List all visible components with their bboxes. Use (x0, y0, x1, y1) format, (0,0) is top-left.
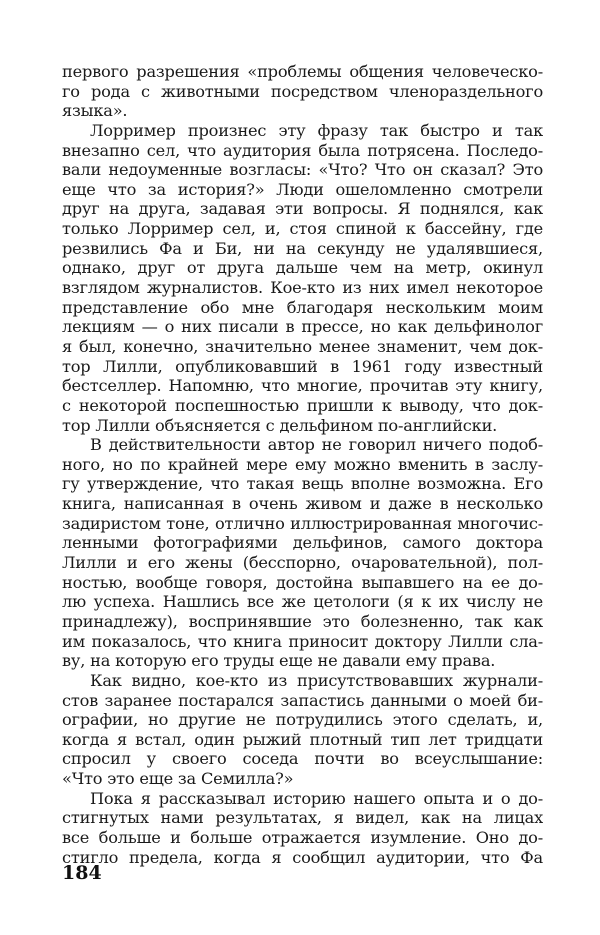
text-line: только Лорример сел, и, стоя спиной к бассейну, где (62, 219, 543, 239)
text-line: внезапно сел, что аудитория была потрясена. Последо- (62, 140, 543, 160)
text-line: им показалось, что книга приносит доктору Лилли сла- (62, 631, 543, 651)
paragraph (62, 789, 543, 868)
text-line: го рода с животными посредством членораздельного (62, 81, 543, 101)
paragraph (62, 62, 543, 121)
text-line: однако, друг от друга дальше чем на метр, окинул (62, 258, 543, 278)
paragraph (62, 121, 543, 435)
paragraph (62, 435, 543, 671)
text-line: задиристом тоне, отлично иллюстрированная многочис- (62, 513, 543, 533)
text-line: стов заранее постарался запастись данными о моей би- (62, 690, 543, 710)
text-line: Лорример произнес эту фразу так быстро и так (90, 120, 543, 140)
text-line: Как видно, кое-кто из присутствовавших журнали- (90, 670, 543, 690)
text-line: стигло предела, когда я сообщил аудитории, что Фа (62, 847, 543, 867)
text-line: спросил у своего соседа почти во всеуслышание: (62, 749, 543, 769)
text-line: гу утверждение, что такая вещь вполне возможна. Его (62, 474, 543, 494)
text-line: ву, на которую его труды еще не давали ему права. (62, 651, 496, 671)
text-line: книга, написанная в очень живом и даже в несколько (62, 494, 543, 514)
text-line: вали недоуменные возгласы: «Что? Что он сказал? Это (62, 160, 543, 180)
text-line: я был, конечно, значительно менее знаменит, чем док- (62, 336, 543, 356)
text-line: ностью, вообще говоря, достойна выпавшего на ее до- (62, 572, 543, 592)
text-line: стигнутых нами результатах, я видел, как на лицах (62, 808, 543, 828)
text-line: первого разрешения «проблемы общения человеческо- (62, 62, 543, 81)
text-line: Лилли и его жены (бесспорно, очаровательной), пол- (62, 553, 543, 573)
text-line: лекциям — о них писали в прессе, но как дельфинолог (62, 317, 543, 337)
text-line: ного, но по крайней мере ему можно вменить в заслу- (62, 454, 543, 474)
text-line: друг на друга, задавая эти вопросы. Я поднялся, как (62, 199, 543, 219)
text-line: принадлежу), воспринявшие это болезненно, так как (62, 611, 543, 631)
text-line: языка». (62, 101, 128, 121)
text-line: резвились Фа и Би, ни на секунду не удалявшиеся, (62, 238, 543, 258)
text-line: бестселлер. Напомню, что многие, прочитав эту книгу, (62, 376, 543, 396)
page-number: 184 (62, 862, 102, 884)
text-line: с некоторой поспешностью пришли к выводу, что док- (62, 395, 543, 415)
text-line: тор Лилли объясняется с дельфином по-английски. (62, 415, 498, 435)
text-line: В действительности автор не говорил ничего подоб- (90, 435, 543, 455)
text-line: взглядом журналистов. Кое-кто из них имел некоторое (62, 278, 543, 298)
text-line: «Что это еще за Семилла?» (62, 769, 294, 789)
text-line: Пока я рассказывал историю нашего опыта и о до- (90, 788, 543, 808)
text-line: все больше и больше отражается изумление. Оно до- (62, 827, 543, 847)
text-line: ографии, но другие не потрудились этого сделать, и, (62, 710, 543, 730)
text-line: ленными фотографиями дельфинов, самого доктора (62, 533, 543, 553)
paragraph (62, 671, 543, 789)
page-text (62, 62, 543, 867)
text-line: представление обо мне благодаря нескольким моим (62, 297, 543, 317)
text-line: когда я встал, один рыжий плотный тип лет тридцати (62, 729, 543, 749)
text-line: тор Лилли, опубликовавший в 1961 году известный (62, 356, 543, 376)
text-line: лю успеха. Нашлись все же цетологи (я к их числу не (62, 592, 543, 612)
text-line: еще что за история?» Люди ошеломленно смотрели (62, 179, 543, 199)
